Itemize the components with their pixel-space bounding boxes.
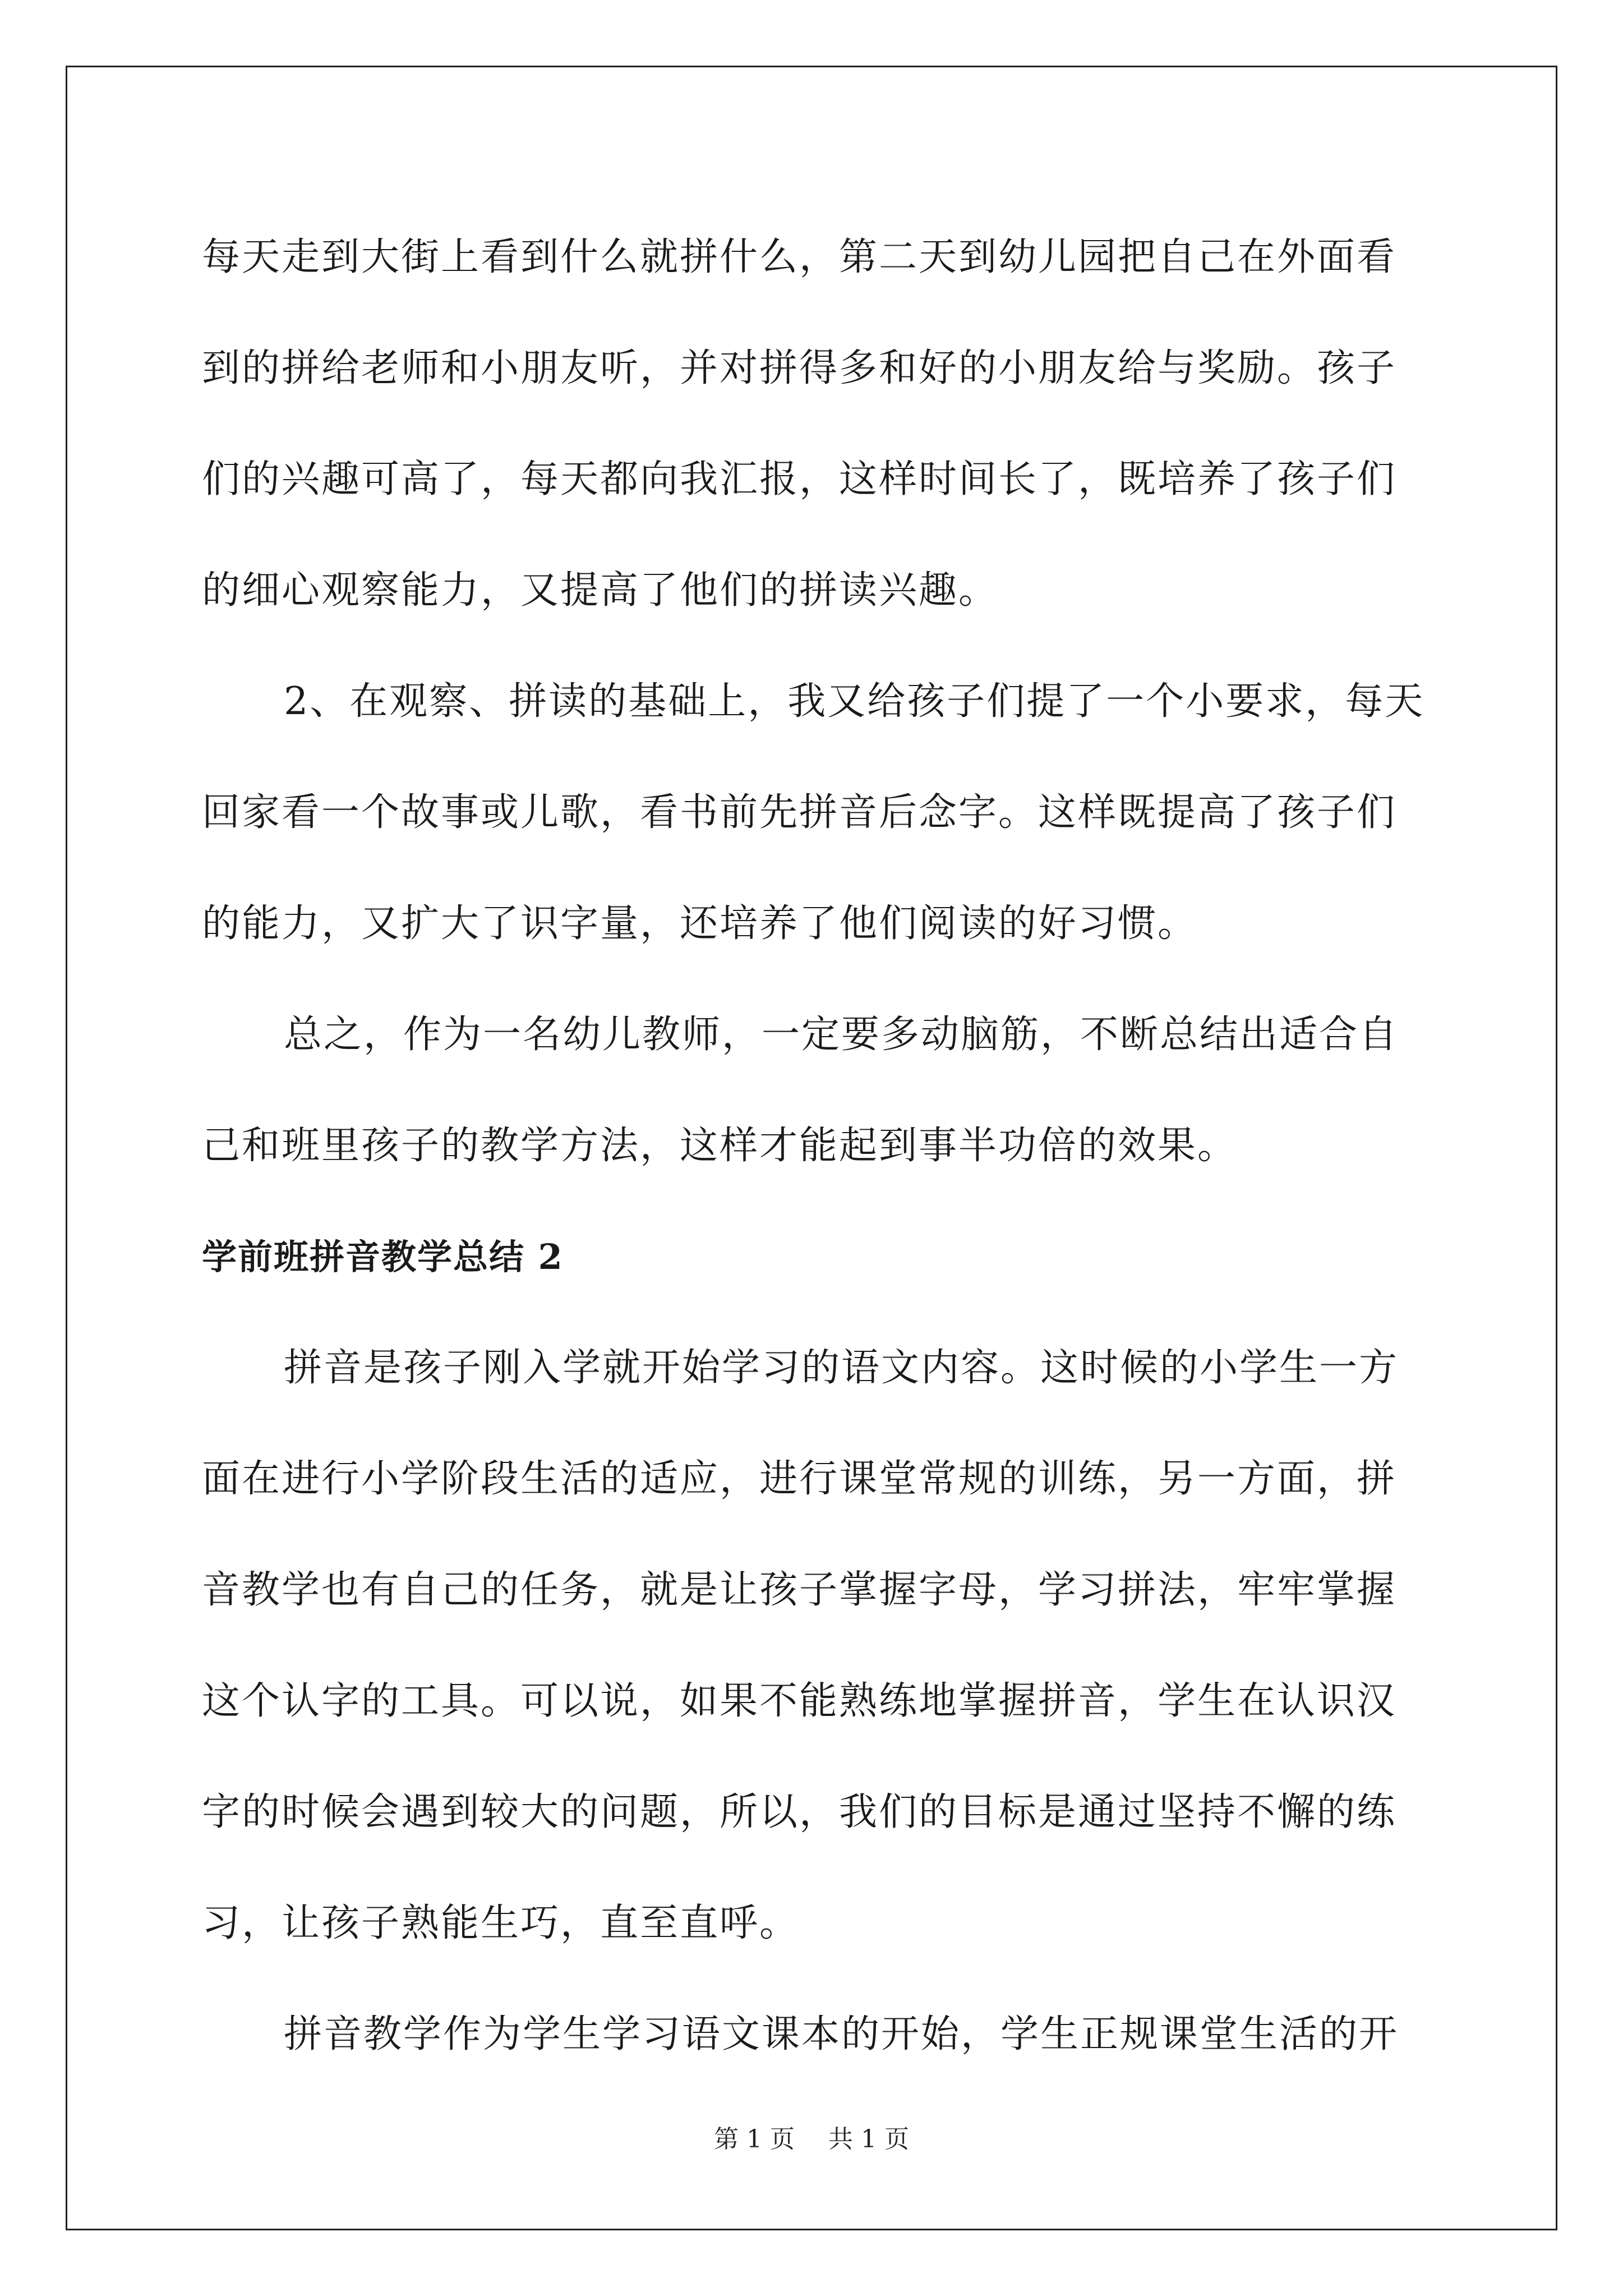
text-line: 拼音教学作为学生学习语文课本的开始，学生正规课堂生活的开 [284, 2012, 1399, 2056]
text-line: 到的拼给老师和小朋友听，并对拼得多和好的小朋友给与奖励。孩子 [202, 346, 1397, 390]
paragraph-2 [202, 646, 1430, 979]
text-line: 己和班里孩子的教学方法，这样才能起到事半功倍的效果。 [202, 1124, 1238, 1168]
paragraph-3 [202, 979, 1430, 1202]
text-line: 们的兴趣可高了，每天都向我汇报，这样时间长了，既培养了孩子们 [202, 457, 1397, 501]
paragraph-1 [202, 202, 1430, 646]
text-line: 拼音是孩子刚入学就开始学习的语文内容。这时候的小学生一方 [284, 1346, 1399, 1390]
text-line: 面在进行小学阶段生活的适应，进行课堂常规的训练，另一方面，拼 [202, 1457, 1397, 1501]
page-total: 共 1 页 [828, 2125, 909, 2154]
paragraph-4 [202, 1313, 1430, 1979]
text-line: 音教学也有自己的任务，就是让孩子掌握字母，学习拼法，牢牢掌握 [202, 1568, 1397, 1612]
text-line: 回家看一个故事或儿歌，看书前先拼音后念字。这样既提高了孩子们 [202, 790, 1397, 835]
page-footer [0, 2123, 1623, 2156]
text-line: 的能力，又扩大了识字量，还培养了他们阅读的好习惯。 [202, 901, 1198, 946]
paragraph-5 [202, 1979, 1430, 2090]
text-line: 字的时候会遇到较大的问题，所以，我们的目标是通过坚持不懈的练 [202, 1790, 1397, 1834]
page-number: 第 1 页 [714, 2125, 795, 2154]
text-line: 的细心观察能力，又提高了他们的拼读兴趣。 [202, 568, 999, 613]
section-heading: 学前班拼音教学总结 2 [202, 1236, 564, 1277]
text-line: 这个认字的工具。可以说，如果不能熟练地掌握拼音，学生在认识汉 [202, 1679, 1397, 1723]
text-line: 每天走到大街上看到什么就拼什么，第二天到幼儿园把自己在外面看 [202, 235, 1397, 279]
text-line: 2、在观察、拼读的基础上，我又给孩子们提了一个小要求，每天 [284, 679, 1425, 724]
text-line: 总之，作为一名幼儿教师，一定要多动脑筋，不断总结出适合自 [284, 1013, 1399, 1057]
text-line: 习，让孩子熟能生巧，直至直呼。 [202, 1901, 800, 1945]
document-body [202, 202, 1430, 2090]
